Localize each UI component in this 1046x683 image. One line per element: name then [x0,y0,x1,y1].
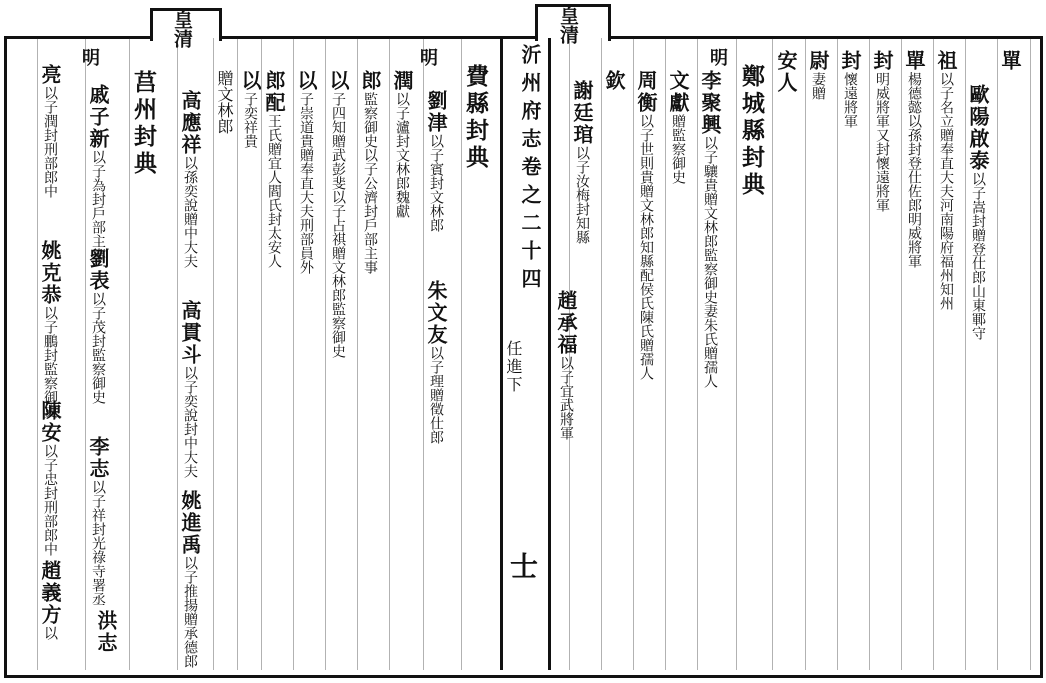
text-column [556,290,576,440]
column-main-text: 郎 [358,70,382,92]
column-rule [293,38,294,670]
column-annotation: 以子瀘封文林郎魏獻 [394,92,410,218]
column-annotation: 以子為封戶部主事 [90,150,106,262]
column-annotation: 懷遠將軍 [842,72,858,128]
column-rule [261,38,262,670]
column-main-text: 趙承福 [554,290,578,356]
column-annotation: 以子推揚贈承德郎 [182,556,198,668]
column-annotation: 以子祥封光祿寺署丞 [90,480,106,606]
text-column [572,80,592,244]
column-annotation: 以子鵬封監察御史 [42,306,58,418]
text-column [180,300,200,478]
column-main-text: 高應祥 [178,90,202,156]
column-main-text: 亮 [38,64,62,86]
text-column [904,50,924,268]
column-annotation: 子崇道貴贈奉直大夫刑部員外 [298,92,314,274]
text-column [604,70,624,92]
text-column [88,436,108,606]
section-title: 鄭城縣封典 [738,64,765,199]
column-annotation: 明威將軍又封懷遠將軍 [874,72,890,212]
column-annotation: 以子汝梅封知縣 [574,146,590,244]
column-annotation: 子奕祥貴 [242,92,258,148]
column-main-text: 郎配 [262,70,286,114]
fold-line-right [548,38,551,670]
column-rule [933,38,934,670]
text-column [840,50,860,128]
text-column [240,70,260,148]
column-main-text: 姚克恭 [38,240,62,306]
column-rule [37,38,38,670]
ming-header-left: 明 [82,48,100,69]
column-main-text: 戚子新 [86,84,110,150]
column-main-text: 封 [838,50,862,72]
column-rule [965,38,966,670]
text-column [776,50,796,94]
column-main-text: 謝廷琯 [570,80,594,146]
column-rule [423,38,424,670]
column-main-text: 祖 [934,50,958,72]
column-main-text: 單 [902,50,926,72]
text-column [40,560,60,640]
column-annotation: 以子世則貴贈文林郎知縣配侯氏陳氏贈孺人 [638,114,654,380]
column-annotation: 以子奕說封中大夫 [182,366,198,478]
column-main-text: 劉津 [424,90,448,134]
column-annotation: 以孫奕說贈中大夫 [182,156,198,268]
text-column [872,50,892,212]
text-column [426,280,446,444]
text-column [426,90,446,232]
column-rule [901,38,902,670]
text-column [360,70,380,274]
column-main-text: 周衡 [634,70,658,114]
column-rule [736,38,737,670]
text-column [936,50,956,310]
column-annotation: 以子忠封刑部郎中 [42,444,58,556]
section-title: 費縣封典 [462,64,489,172]
column-annotation: 以子宜武將軍 [558,356,574,440]
column-main-text: 欽 [602,70,626,92]
column-main-text: 潤 [390,70,414,92]
column-main-text: 李志 [86,436,110,480]
text-column [296,70,316,274]
column-main-text: 劉表 [86,248,110,292]
text-column [1000,50,1020,72]
column-rule [569,38,570,670]
text-column [636,70,656,380]
column-annotation: 以子嵩封贈登仕郎山東鄆守 [970,172,986,340]
column-main-text: 姚進禹 [178,490,202,556]
text-column [700,70,720,388]
section-title: 莒州封典 [130,70,157,178]
column-annotation: 以子驤貴贈文林郎監察御史妻朱氏贈孺人 [702,136,718,388]
text-column [808,50,828,100]
text-column [40,240,60,418]
text-column [264,70,284,268]
ming-header-center: 明 [420,48,438,69]
column-annotation: 以子賓封文林郎 [428,134,444,232]
column-rule [461,38,462,670]
column-annotation: 子四知贈武彭斐以子占祺贈文林郎監察御史 [330,92,346,358]
column-main-text: 封 [870,50,894,72]
column-rule [837,38,838,670]
column-annotation: 監察御史以子公濟封戶部主事 [362,92,378,274]
column-annotation: 以子理贈徵仕郎 [428,346,444,444]
text-column [216,70,232,134]
text-column [96,610,116,654]
left-tab-label: 皇清 [171,10,193,48]
column-annotation: 以子潤封刑部郎中 [42,86,58,198]
page-number: 士 [510,550,539,583]
column-annotation: 贈監察御史 [670,114,686,184]
column-rule [213,38,214,670]
column-main-text: 安人 [774,50,798,94]
column-rule [772,38,773,670]
column-rule [177,38,178,670]
column-rule [1030,38,1031,670]
text-column [668,70,688,184]
ming-header-right: 明 [710,48,728,69]
column-annotation: 以子名立贈奉直大夫河南陽府福州知州 [938,72,954,310]
column-main-text: 贈文林郎 [215,70,234,134]
column-main-text: 單 [998,50,1022,72]
text-column [392,70,412,218]
column-main-text: 文獻 [666,70,690,114]
column-main-text: 李聚興 [698,70,722,136]
text-column [180,90,200,268]
column-annotation: 以子茂封監察御史 [90,292,106,404]
column-main-text: 以 [294,70,318,92]
column-rule [357,38,358,670]
column-annotation: 王氏贈宜人閻氏封太安人 [266,114,282,268]
column-rule [869,38,870,670]
column-rule [85,38,86,670]
text-column [88,248,108,404]
text-column [180,490,200,668]
column-annotation: 妻贈 [810,72,826,100]
column-main-text: 歐陽啟泰 [966,84,990,172]
column-main-text: 洪志 [94,610,118,654]
text-column [40,64,60,198]
column-rule [237,38,238,670]
column-main-text: 趙義方 [38,560,62,626]
column-main-text: 以 [326,70,350,92]
middle-tab-label: 皇清 [557,6,579,44]
column-rule [129,38,130,670]
column-rule [633,38,634,670]
fold-line-left [500,38,503,670]
column-rule [805,38,806,670]
text-column [328,70,348,358]
column-rule [997,38,998,670]
column-rule [601,38,602,670]
text-column [968,84,988,340]
column-rule [665,38,666,670]
column-main-text: 朱文友 [424,280,448,346]
text-column [40,400,60,556]
column-annotation: 楊德懿以孫封登仕佐郎明威將軍 [906,72,922,268]
column-rule [389,38,390,670]
column-main-text: 尉 [806,50,830,72]
column-rule [697,38,698,670]
fold-sublabel: 任進下 [504,340,523,394]
text-column [88,84,108,262]
column-main-text: 高貫斗 [178,300,202,366]
column-rule [325,38,326,670]
column-main-text: 陳安 [38,400,62,444]
column-annotation: 以 [42,626,58,640]
column-main-text: 以 [238,70,262,92]
fold-label: 沂州府志卷之二十四 [518,44,542,296]
